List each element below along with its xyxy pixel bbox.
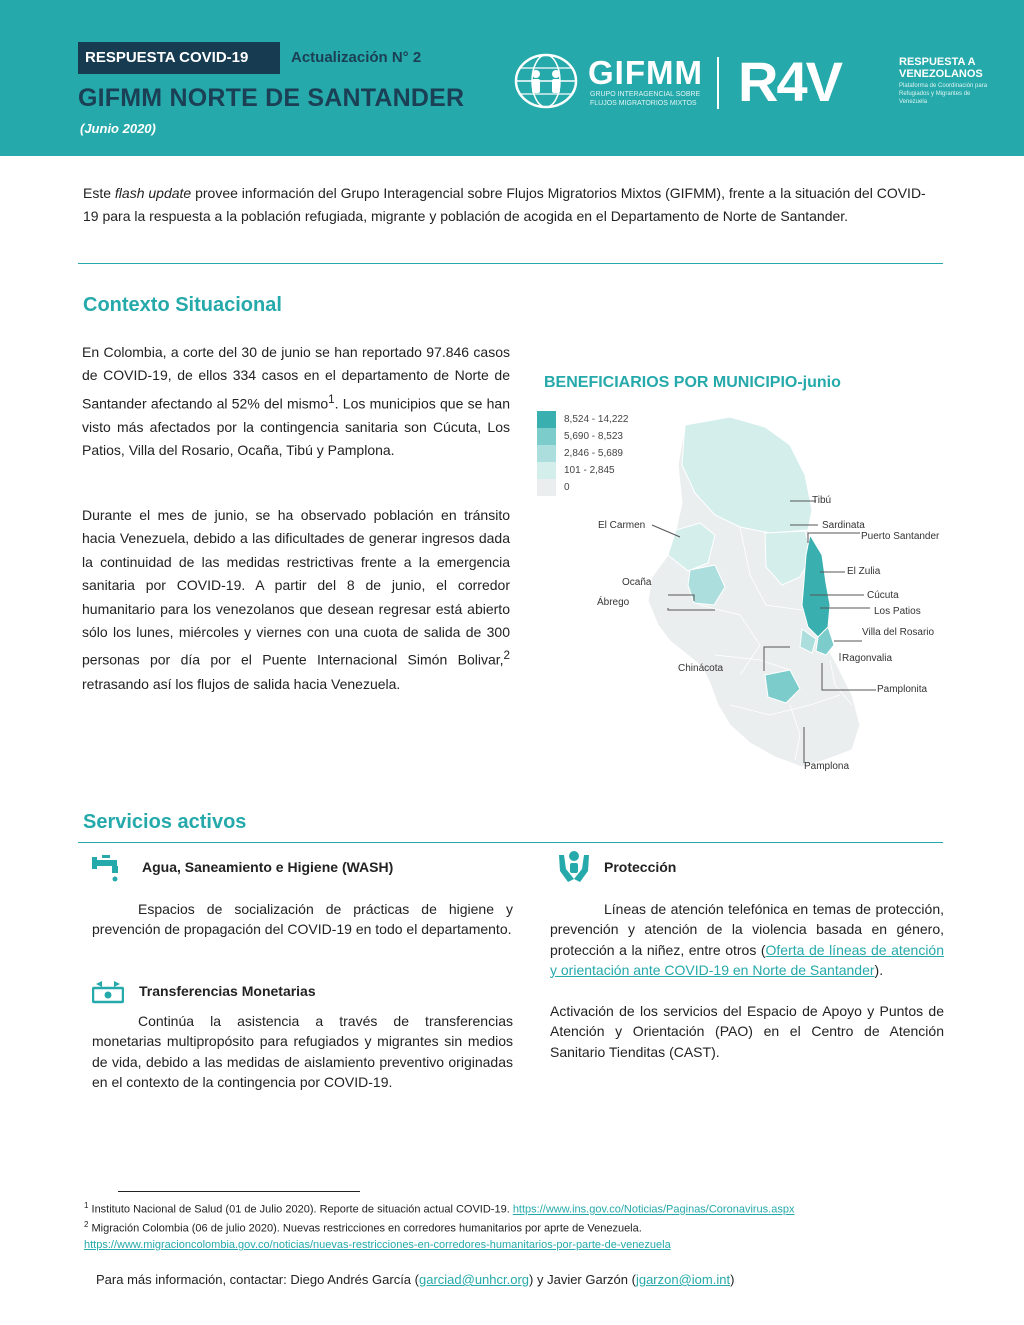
context-section-title: Contexto Situacional	[83, 294, 282, 316]
protection-text-1: Líneas de atención telefónica en temas de protección, prevención y atención de la violencia basada en género, protección a la niñez, entre otros (Oferta de líneas de atención y orientación ante COVID-19 en Norte de Santander).	[550, 901, 944, 978]
footnote-ref-2[interactable]: 2	[503, 649, 510, 663]
gifmm-globe-icon	[510, 52, 582, 110]
context-paragraph-2: Durante el mes de junio, se ha observado población en tránsito hacia Venezuela, debido a las dificultades de generar ingresos dada la continuidad de las medidas restrictivas frente a la emergencia sanitaria por COVID-19. A partir del 8 de junio, el corredor humanitario para los venezolanos que desean regresar está abierto sólo los lunes, miércoles y viernes con una cuota de salida de 300 personas por día por el Puente Internacional Simón Bolivar,$^2$ retrasando así los flujos de salida hacia Venezuela.	[82, 507, 510, 692]
update-number: Actualización N° 2	[291, 49, 422, 66]
cash-text: Continúa la asistencia a través de transferencias monetarias multipropósito para refugiados y migrantes sin medios de vida, debido a las medidas de aislamiento preventivo originadas en el contexto de la contingencia por COVID-19.	[92, 1013, 513, 1090]
services-section-title: Servicios activos	[83, 811, 247, 833]
r4v-logo-subtitle: Plataforma de Coordinación para Refugiados y Migrantes de Venezuela	[899, 83, 988, 105]
legend-swatch	[537, 428, 556, 445]
protection-hands-icon	[556, 849, 592, 883]
r4v-logo-text: RESPUESTA A VENEZOLANOS	[899, 56, 983, 80]
money-icon	[92, 980, 124, 1006]
gifmm-logo-subtitle: GRUPO INTERAGENCIAL SOBRE FLUJOS MIGRATORIOS MIXTOS	[590, 91, 701, 107]
map-label-los-patios: Los Patios	[874, 606, 921, 617]
map-label-tibu: Tibú	[812, 495, 832, 506]
map-label-abrego: Ábrego	[597, 597, 630, 608]
map-label-sardinata: Sardinata	[822, 520, 865, 531]
contact-email-garcia[interactable]: garciad@unhcr.org	[418, 1272, 530, 1287]
protection-title: Protección	[604, 859, 677, 875]
legend-item: 101 - 2,845	[537, 462, 629, 479]
map-label-ocana: Ocaña	[622, 577, 652, 588]
legend-swatch	[537, 411, 556, 428]
map-label-cucuta: Cúcuta	[867, 590, 899, 601]
footnote-2-url	[84, 1239, 671, 1251]
header-banner	[0, 0, 1024, 156]
footnote-divider	[118, 1191, 360, 1192]
contact-email-garzon[interactable]: jgarzon@iom.int	[635, 1272, 731, 1287]
map-label-el-carmen: El Carmen	[598, 520, 646, 531]
footnote-1-link[interactable]: https://www.ins.gov.co/Noticias/Paginas/Coronavirus.aspx	[512, 1203, 795, 1216]
footnote-2: $^2$ Migración Colombia (06 de julio 2020). Nuevas restricciones en corredores humanitarios por aprte de Venezuela.	[84, 1220, 642, 1235]
map-label-el-zulia: El Zulia	[847, 566, 881, 577]
protection-text-2: Activación de los servicios del Espacio de Apoyo y Puntos de Atención y Orientación (PAO) en el Centro de Atención Sanitario Tienditas (CAST).	[550, 1003, 944, 1060]
department-map	[590, 405, 893, 775]
protection-lines-link[interactable]: Oferta de líneas de atención y orientación ante COVID-19 en Norte de Santander	[550, 941, 944, 978]
map-label-villa-del-rosario: Villa del Rosario	[862, 627, 935, 638]
footnote-2-link[interactable]: https://www.migracioncolombia.gov.co/noticias/nuevas-restricciones-en-corredores-humanitarios-por-parte-de-venezuela	[84, 1239, 671, 1251]
legend-swatch	[537, 462, 556, 479]
map-label-ragonvalia: Ragonvalia	[842, 653, 893, 664]
map-label-chinacota: Chinácota	[678, 663, 724, 674]
cash-title: Transferencias Monetarias	[139, 983, 316, 999]
legend-swatch	[537, 479, 556, 496]
map-label-pamplona: Pamplona	[804, 761, 850, 772]
intro-paragraph: Este flash update provee información del Grupo Interagencial sobre Flujos Migratorios Mixtos (GIFMM), frente a la situación del COVID- 19 para la respuesta a la población refugiada, migrante y población de acogida en el Departamento de Norte de Santander.	[83, 185, 926, 224]
intro-emphasis: flash update	[114, 185, 192, 201]
map-label-pamplonita: Pamplonita	[877, 684, 928, 695]
wash-title: Agua, Saneamiento e Higiene (WASH)	[142, 859, 394, 875]
gifmm-logo: GIFMM	[588, 54, 703, 91]
page-title: GIFMM NORTE DE SANTANDER	[78, 84, 465, 112]
legend-item: 2,846 - 5,689	[537, 445, 629, 462]
map-title: BENEFICIARIOS POR MUNICIPIO-junio	[544, 374, 841, 391]
contact-line: Para más información, contactar: Diego Andrés García (garciad@unhcr.org) y Javier Garzón (jgarzon@iom.int)	[96, 1272, 735, 1287]
legend-item: 5,690 - 8,523	[537, 428, 629, 445]
legend-item: 8,524 - 14,222	[537, 411, 629, 428]
legend-swatch	[537, 445, 556, 462]
r4v-logo: R4V	[738, 50, 841, 113]
wash-text: Espacios de socialización de prácticas de higiene y prevención de propagación del COVID-19 en todo el departamento.	[92, 901, 513, 938]
faucet-icon	[90, 853, 124, 883]
footnote-1: $^1$ Instituto Nacional de Salud (01 de Julio 2020). Reporte de situación actual COVID-19. https://www.ins.gov.co/Noticias/Paginas/Coronavirus.aspx	[84, 1201, 795, 1216]
map-label-puerto-santander: Puerto Santander	[861, 531, 940, 542]
footnote-ref-1[interactable]: 1	[328, 392, 335, 406]
section-divider	[78, 842, 943, 843]
response-tag: RESPUESTA COVID-19	[78, 42, 280, 74]
logo-divider	[717, 57, 719, 109]
context-paragraph-1: En Colombia, a corte del 30 de junio se han reportado 97.846 casos de COVID-19, de ellos 334 casos en el departamento de Norte de Santander afectando al 52% del mismo$^1$. Los municipios que se han visto más afectados por la contingencia sanitaria son Cúcuta, Los Patios, Villa del Rosario, Ocaña, Tibú y Pamplona.	[82, 344, 510, 459]
legend-item: 0	[537, 479, 629, 496]
section-divider	[78, 263, 943, 264]
report-date: (Junio 2020)	[80, 121, 156, 136]
